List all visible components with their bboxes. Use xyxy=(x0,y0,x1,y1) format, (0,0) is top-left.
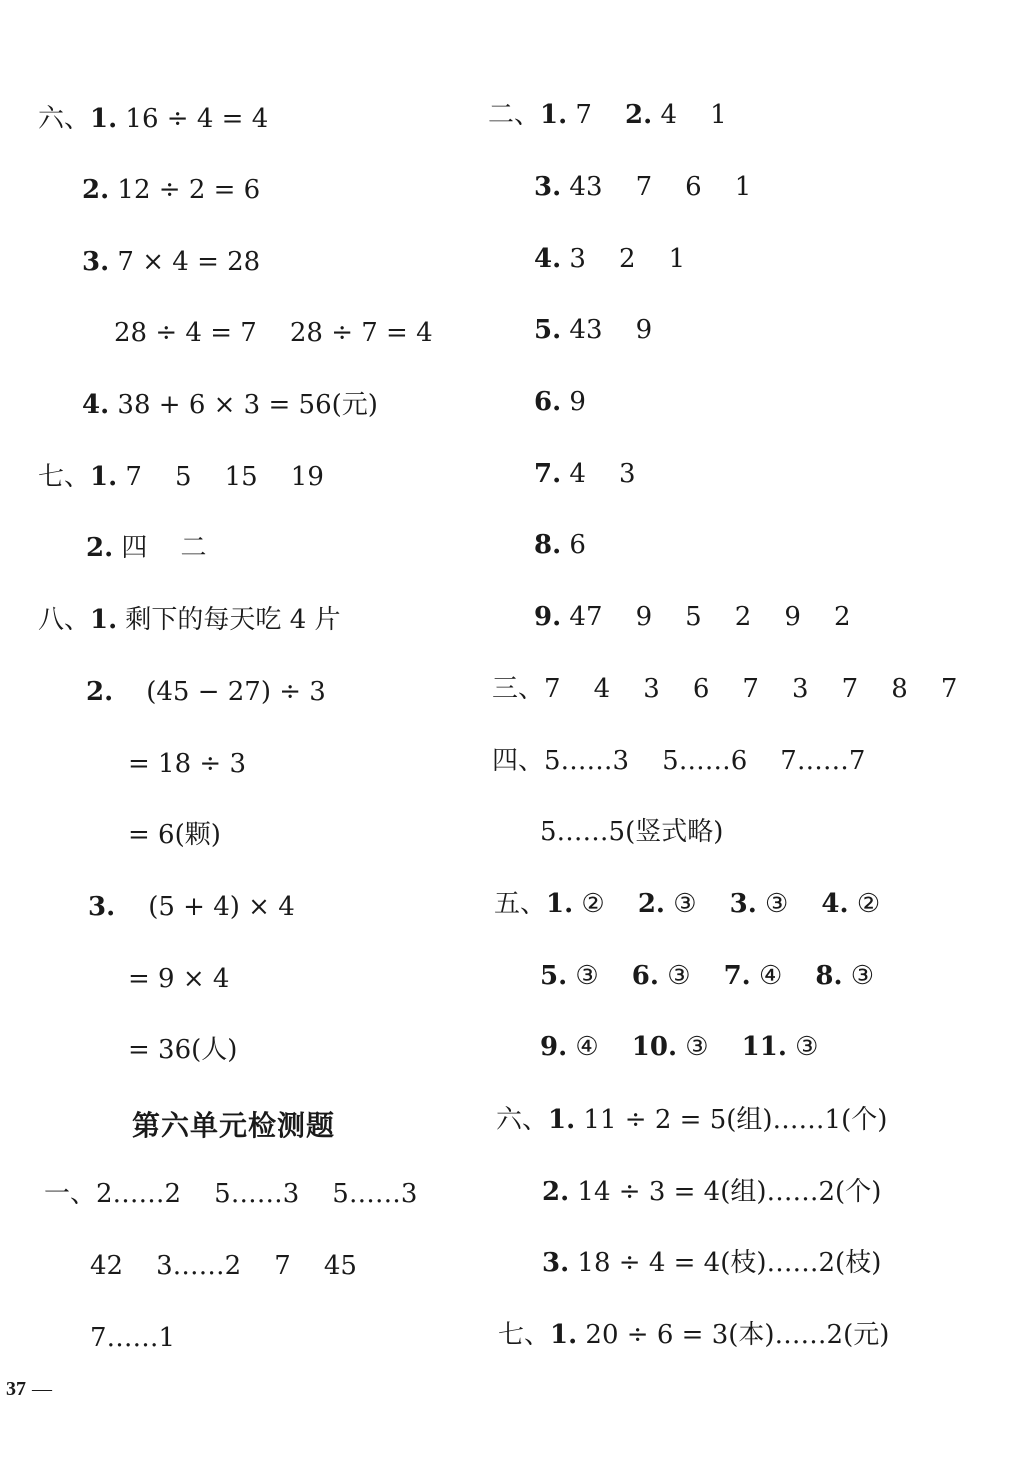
item-number: 9. xyxy=(540,1032,568,1062)
item-number: 5. xyxy=(534,315,562,345)
answer-text: 四 二 xyxy=(113,533,207,563)
answer-text: ③ xyxy=(756,889,822,919)
unit-title: 第六单元检测题 xyxy=(132,1109,336,1142)
item-number: 4. xyxy=(821,889,849,919)
answer-text: 20 ÷ 6 = 3(本)……2(元) xyxy=(577,1320,890,1350)
section-label: 四、 xyxy=(492,746,545,776)
answer-text: 28 ÷ 4 = 7 28 ÷ 7 = 4 xyxy=(114,318,433,348)
answer-line xyxy=(82,245,260,279)
answer-line xyxy=(540,815,723,849)
section-label: 一、 xyxy=(44,1179,97,1209)
answer-line xyxy=(534,528,586,562)
section-label: 七、 xyxy=(498,1320,551,1350)
page-number-value: 37 xyxy=(6,1378,26,1400)
item-number: 7. xyxy=(723,961,751,991)
item-number: 4. xyxy=(534,244,562,274)
answer-text: ③ xyxy=(786,1032,819,1062)
answer-text: ③ xyxy=(658,961,724,991)
answer-text: ③ xyxy=(664,889,730,919)
item-number: 2. xyxy=(86,677,114,707)
answer-line xyxy=(540,959,874,993)
answer-line xyxy=(128,1033,237,1067)
answer-text: ④ xyxy=(567,1032,632,1062)
answer-text: 11 ÷ 2 = 5(组)……1(个) xyxy=(575,1105,888,1135)
item-number: 2. xyxy=(625,100,653,130)
answer-text: = 18 ÷ 3 xyxy=(128,749,246,779)
answer-text: ③ xyxy=(842,961,875,991)
answer-text: 2……2 5……3 5……3 xyxy=(96,1179,418,1209)
answer-line xyxy=(38,603,341,637)
answer-line xyxy=(534,242,685,276)
section-label: 五、 xyxy=(494,889,547,919)
answer-text: 7……1 xyxy=(90,1323,176,1353)
item-number: 6. xyxy=(631,961,659,991)
item-number: 8. xyxy=(534,530,562,560)
answer-line xyxy=(488,98,727,132)
answer-line xyxy=(90,1249,357,1283)
item-number: 3. xyxy=(729,889,757,919)
answer-line xyxy=(82,388,378,422)
answer-line xyxy=(534,457,636,491)
answer-line xyxy=(492,672,957,706)
answer-text: 6 xyxy=(561,530,586,560)
item-number: 2. xyxy=(637,889,665,919)
answer-line xyxy=(534,313,652,347)
section-label: 六、 xyxy=(38,104,91,134)
item-number: 3. xyxy=(82,247,110,277)
answer-line xyxy=(44,1177,417,1211)
answer-text: 7 xyxy=(567,100,626,130)
item-number: 2. xyxy=(86,533,114,563)
answer-line xyxy=(494,887,880,921)
section-label: 二、 xyxy=(488,100,541,130)
answer-text: 3 2 1 xyxy=(561,244,686,274)
answer-text: 7 × 4 = 28 xyxy=(109,247,261,277)
answer-line xyxy=(542,1175,881,1209)
answer-text: 剩下的每天吃 4 片 xyxy=(117,605,341,635)
answer-text: 7 5 15 19 xyxy=(117,462,324,492)
item-number: 2. xyxy=(542,1177,570,1207)
answer-text: (45 − 27) ÷ 3 xyxy=(113,677,326,707)
item-number: 10. xyxy=(631,1032,678,1062)
answer-text: ④ xyxy=(750,961,816,991)
answer-line xyxy=(498,1318,889,1352)
section-label: 七、 xyxy=(38,462,91,492)
answer-text: 4 1 xyxy=(652,100,727,130)
answer-text: 5……5(竖式略) xyxy=(540,817,724,847)
answer-text: 43 9 xyxy=(561,315,653,345)
item-number: 3. xyxy=(542,1248,570,1278)
item-number: 7. xyxy=(534,459,562,489)
item-number: 1. xyxy=(90,104,118,134)
answer-line xyxy=(534,170,751,204)
answer-text: ③ xyxy=(677,1032,742,1062)
answer-line xyxy=(86,531,206,565)
item-number: 8. xyxy=(815,961,843,991)
answer-line xyxy=(82,173,260,207)
answer-text: 4 3 xyxy=(561,459,636,489)
item-number: 9. xyxy=(534,602,562,632)
answer-line xyxy=(540,1030,818,1064)
item-number: 3. xyxy=(534,172,562,202)
item-number: 1. xyxy=(90,605,118,635)
answer-text: (5 + 4) × 4 xyxy=(115,892,295,922)
answer-text: ③ xyxy=(567,961,632,991)
item-number: 5. xyxy=(540,961,568,991)
answer-line xyxy=(128,747,246,781)
answer-text: 12 ÷ 2 = 6 xyxy=(109,175,261,205)
section-label: 六、 xyxy=(496,1105,549,1135)
page-number-dash: — xyxy=(32,1378,52,1400)
section-label: 三、 xyxy=(492,674,545,704)
answer-line xyxy=(38,460,324,494)
answer-line xyxy=(534,385,586,419)
answer-line xyxy=(542,1246,881,1280)
answer-line xyxy=(128,962,229,996)
answer-text: 14 ÷ 3 = 4(组)……2(个) xyxy=(569,1177,882,1207)
answer-text: 42 3……2 7 45 xyxy=(90,1251,357,1281)
answer-text: 38 + 6 × 3 = 56(元) xyxy=(109,390,378,420)
item-number: 1. xyxy=(546,889,574,919)
answer-text: = 6(颗) xyxy=(128,820,221,850)
page-number xyxy=(6,1378,52,1401)
item-number: 2. xyxy=(82,175,110,205)
answer-text: 43 7 6 1 xyxy=(561,172,752,202)
item-number: 4. xyxy=(82,390,110,420)
answer-line xyxy=(90,1321,175,1355)
answer-text: ② xyxy=(573,889,638,919)
answer-text: 7 4 3 6 7 3 7 8 7 xyxy=(544,674,958,704)
answer-text: = 9 × 4 xyxy=(128,964,230,994)
item-number: 1. xyxy=(90,462,118,492)
answer-line xyxy=(38,102,268,136)
item-number: 6. xyxy=(534,387,562,417)
answer-line xyxy=(128,818,221,852)
answer-text: = 36(人) xyxy=(128,1035,238,1065)
answer-line xyxy=(496,1103,887,1137)
answer-line xyxy=(492,744,865,778)
section-label: 八、 xyxy=(38,605,91,635)
answer-line xyxy=(86,675,326,709)
answer-text: 5……3 5……6 7……7 xyxy=(544,746,866,776)
item-number: 1. xyxy=(550,1320,578,1350)
item-number: 1. xyxy=(540,100,568,130)
item-number: 11. xyxy=(741,1032,787,1062)
answer-line xyxy=(114,316,433,350)
answer-text: ② xyxy=(848,889,881,919)
answer-line xyxy=(88,890,295,924)
item-number: 3. xyxy=(88,892,116,922)
item-number: 1. xyxy=(548,1105,576,1135)
answer-text: 16 ÷ 4 = 4 xyxy=(117,104,269,134)
answer-line xyxy=(534,600,851,634)
answer-text: 18 ÷ 4 = 4(枝)……2(枝) xyxy=(569,1248,882,1278)
answer-text: 9 xyxy=(561,387,586,417)
answer-text: 47 9 5 2 9 2 xyxy=(561,602,851,632)
